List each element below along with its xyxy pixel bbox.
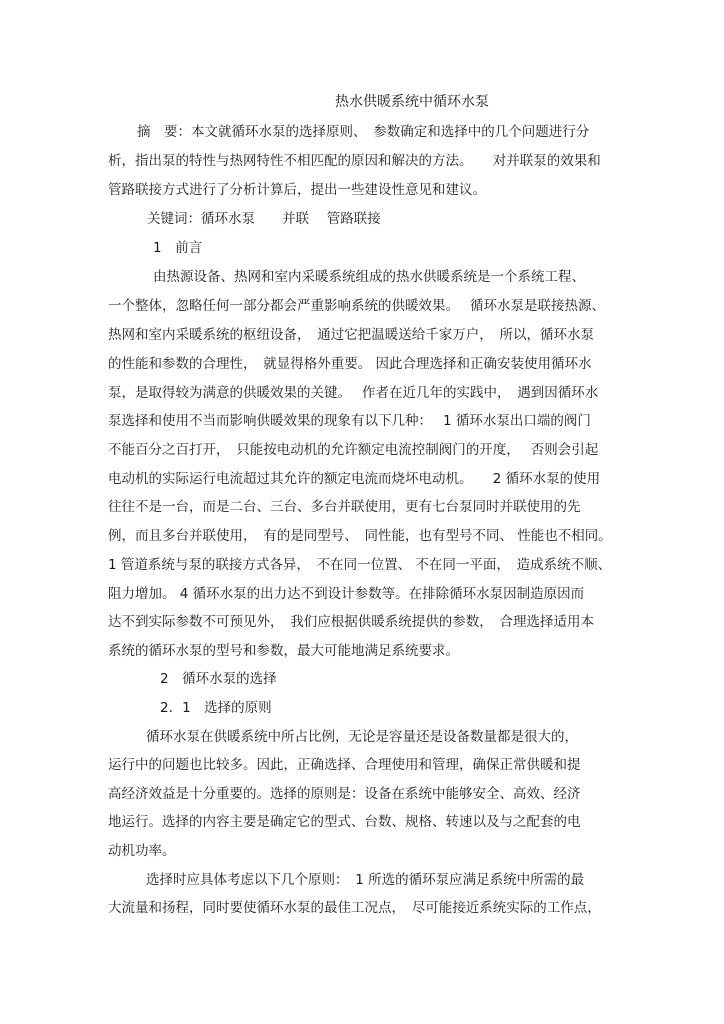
intro-line: 1 管道系统与泵的联接方式各异， 不在同一位置、 不在同一平面， 造成系统不顺、: [108, 557, 612, 573]
intro-line: 泵选择和使用不当而影响供暖效果的现象有以下几种： 1 循环水泵出口端的阀门: [108, 413, 591, 429]
intro-line: 系统的循环水泵的型号和参数，最大可能地满足系统要求。: [108, 643, 459, 659]
principle-line: 高经济效益是十分重要的。选择的原则是：设备在系统中能够安全、高效、经济: [108, 786, 581, 802]
intro-line: 阻力增加。 4 循环水泵的出力达不到设计参数等。在排除循环水泵因制造原因而: [108, 586, 585, 602]
selection-line: 大流量和扬程，同时要使循环水泵的最佳工况点， 尽可能接近系统实际的工作点，: [108, 900, 601, 916]
intro-line: 由热源设备、热网和室内采暖系统组成的热水供暖系统是一个系统工程、: [153, 269, 585, 285]
section-heading-intro: 1 前言: [153, 240, 203, 256]
principle-line: 运行中的问题也比较多。因此，正确选择、合理使用和管理，确保正常供暖和提: [108, 757, 581, 773]
principle-line: 循环水泵在供暖系统中所占比例，无论是容量还是设备数量都是很大的，: [146, 729, 578, 745]
section-heading-selection: 2 循环水泵的选择: [160, 671, 277, 687]
intro-line: 往往不是一台，而是二台、三台、多台并联使用，更有七台泵同时并联使用的先: [108, 499, 581, 515]
document-title: 热水供暖系统中循环水泵: [335, 94, 489, 110]
keywords-line: 关键词：循环水泵 并联 管路联接: [147, 211, 381, 227]
intro-line: 泵，是取得较为满意的供暖效果的关键。 作者在近几年的实践中， 遇到因循环水: [108, 385, 599, 401]
intro-line: 达不到实际参数不可预见外， 我们应根据供暖系统提供的参数， 合理选择适用本: [108, 614, 594, 630]
abstract-line: 管路联接方式进行了分析计算后，提出一些建设性意见和建议。: [108, 182, 486, 198]
intro-line: 的性能和参数的合理性， 就显得格外重要。 因此合理选择和正确安装使用循环水: [108, 356, 592, 372]
principle-line: 地运行。选择的内容主要是确定它的型式、台数、规格、转速以及与之配套的电: [108, 814, 581, 830]
principle-line: 动机功率。: [108, 843, 176, 859]
abstract-line: 摘 要：本文就循环水泵的选择原则、 参数确定和选择中的几个问题进行分: [137, 124, 590, 140]
intro-line: 例，而且多台并联使用， 有的是同型号、 同性能，也有型号不同、 性能也不相同。: [108, 528, 612, 544]
intro-line: 热网和室内采暖系统的枢纽设备， 通过它把温暖送给千家万户， 所以，循环水泵: [108, 327, 594, 343]
subsection-heading-principle: 2．1 选择的原则: [160, 700, 272, 716]
intro-line: 电动机的实际运行电流超过其允许的额定电流而烧坏电动机。 2 循环水泵的使用: [108, 471, 601, 487]
intro-line: 一个整体，忽略任何一部分都会严重影响系统的供暖效果。 循环水泵是联接热源、: [108, 298, 606, 314]
intro-line: 不能百分之百打开， 只能按电动机的允许额定电流控制阀门的开度， 否则会引起: [108, 442, 599, 458]
abstract-line: 析，指出泵的特性与热网特性不相匹配的原因和解决的方法。 对并联泵的效果和: [108, 153, 601, 169]
selection-line: 选择时应具体考虑以下几个原则： 1 所选的循环泵应满足系统中所需的最: [146, 872, 585, 888]
